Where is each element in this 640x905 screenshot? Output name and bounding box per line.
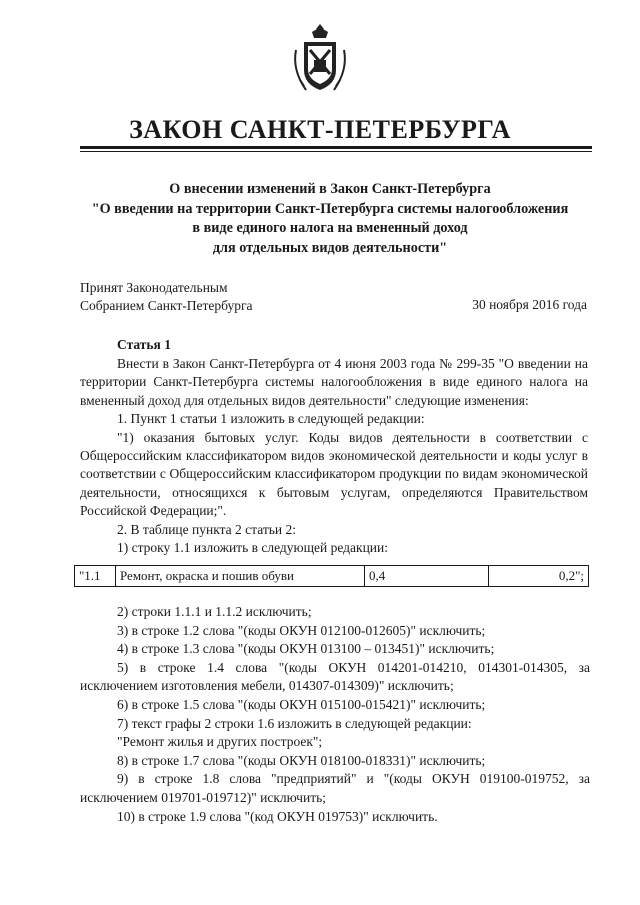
article-heading: Статья 1 [117, 337, 171, 352]
adoption-note [80, 279, 253, 314]
table-cell-number: "1.1 [75, 566, 116, 587]
table-cell-activity: Ремонт, окраска и пошив обуви [116, 566, 365, 587]
table-cell-coef1: 0,4 [365, 566, 489, 587]
adoption-line: Принят Законодательным [80, 280, 228, 295]
article-item-1: 1. Пункт 1 статьи 1 изложить в следующей редакции: [117, 411, 425, 427]
adoption-date: 30 ноября 2016 года [472, 297, 587, 312]
list-item: 4) в строке 1.3 слова "(коды ОКУН 013100 – 013451)" исключить; [117, 641, 495, 657]
coat-of-arms-emblem [290, 20, 350, 100]
list-item: 6) в строке 1.5 слова "(коды ОКУН 015100-015421)" исключить; [117, 696, 486, 712]
law-subtitle [60, 180, 600, 258]
list-item: 10) в строке 1.9 слова "(код ОКУН 019753)" исключить. [117, 808, 438, 824]
list-item: 7) текст графы 2 строки 1.6 изложить в следующей редакции: [117, 715, 472, 731]
adoption-line: Собранием Санкт-Петербурга [80, 297, 253, 313]
article-intro: Внести в Закон Санкт-Петербурга от 4 июня 2003 года № 299-35 "О введении на территории Санкт-Петербурга системы налогообложения в виде единого налога на вмененный доход для отдельных видов деятельности" следующие изменения: [80, 356, 588, 408]
amendment-table [74, 565, 589, 587]
article-body [80, 355, 588, 557]
law-title: ЗАКОН САНКТ-ПЕТЕРБУРГА [129, 115, 511, 144]
list-item: "Ремонт жилья и других построек"; [117, 734, 323, 750]
table-row [75, 566, 589, 587]
article-item-2-1: 1) строку 1.1 изложить в следующей редакции: [117, 540, 389, 556]
table-cell-coef2: 0,2"; [489, 566, 589, 587]
subtitle-line: О внесении изменений в Закон Санкт-Петербурга [169, 181, 491, 197]
subtitle-line: в виде единого налога на вмененный доход [192, 220, 468, 236]
amendment-list [80, 603, 590, 826]
list-item: 9) в строке 1.8 слова "предприятий" и "(коды ОКУН 019100-019752, за исключением 019701-019712)" исключить; [80, 771, 590, 805]
title-rule-thin [80, 151, 592, 152]
subtitle-line: для отдельных видов деятельности" [212, 239, 448, 256]
article-item-1-text: "1) оказания бытовых услуг. Коды видов деятельности в соответствии с Общероссийским классификатором видов экономической деятельности и коды услуг в соответствии с Общероссийским классификатором продукции по видам экономической деятельности, относящихся к бытовым услугам, определяются Правительством Российской Федерации;". [80, 429, 588, 519]
article-item-2: 2. В таблице пункта 2 статьи 2: [117, 521, 297, 537]
list-item: 2) строки 1.1.1 и 1.1.2 исключить; [117, 604, 312, 619]
subtitle-line: "О введении на территории Санкт-Петербурга системы налогообложения [91, 200, 569, 217]
title-rule-thick [80, 146, 592, 149]
list-item: 8) в строке 1.7 слова "(коды ОКУН 018100-018331)" исключить; [117, 752, 486, 768]
list-item: 3) в строке 1.2 слова "(коды ОКУН 012100-012605)" исключить; [117, 622, 486, 638]
list-item: 5) в строке 1.4 слова "(коды ОКУН 014201-014210, 014301-014305, за исключением изготовления мебели, 014307-014309)" исключить; [80, 659, 590, 694]
